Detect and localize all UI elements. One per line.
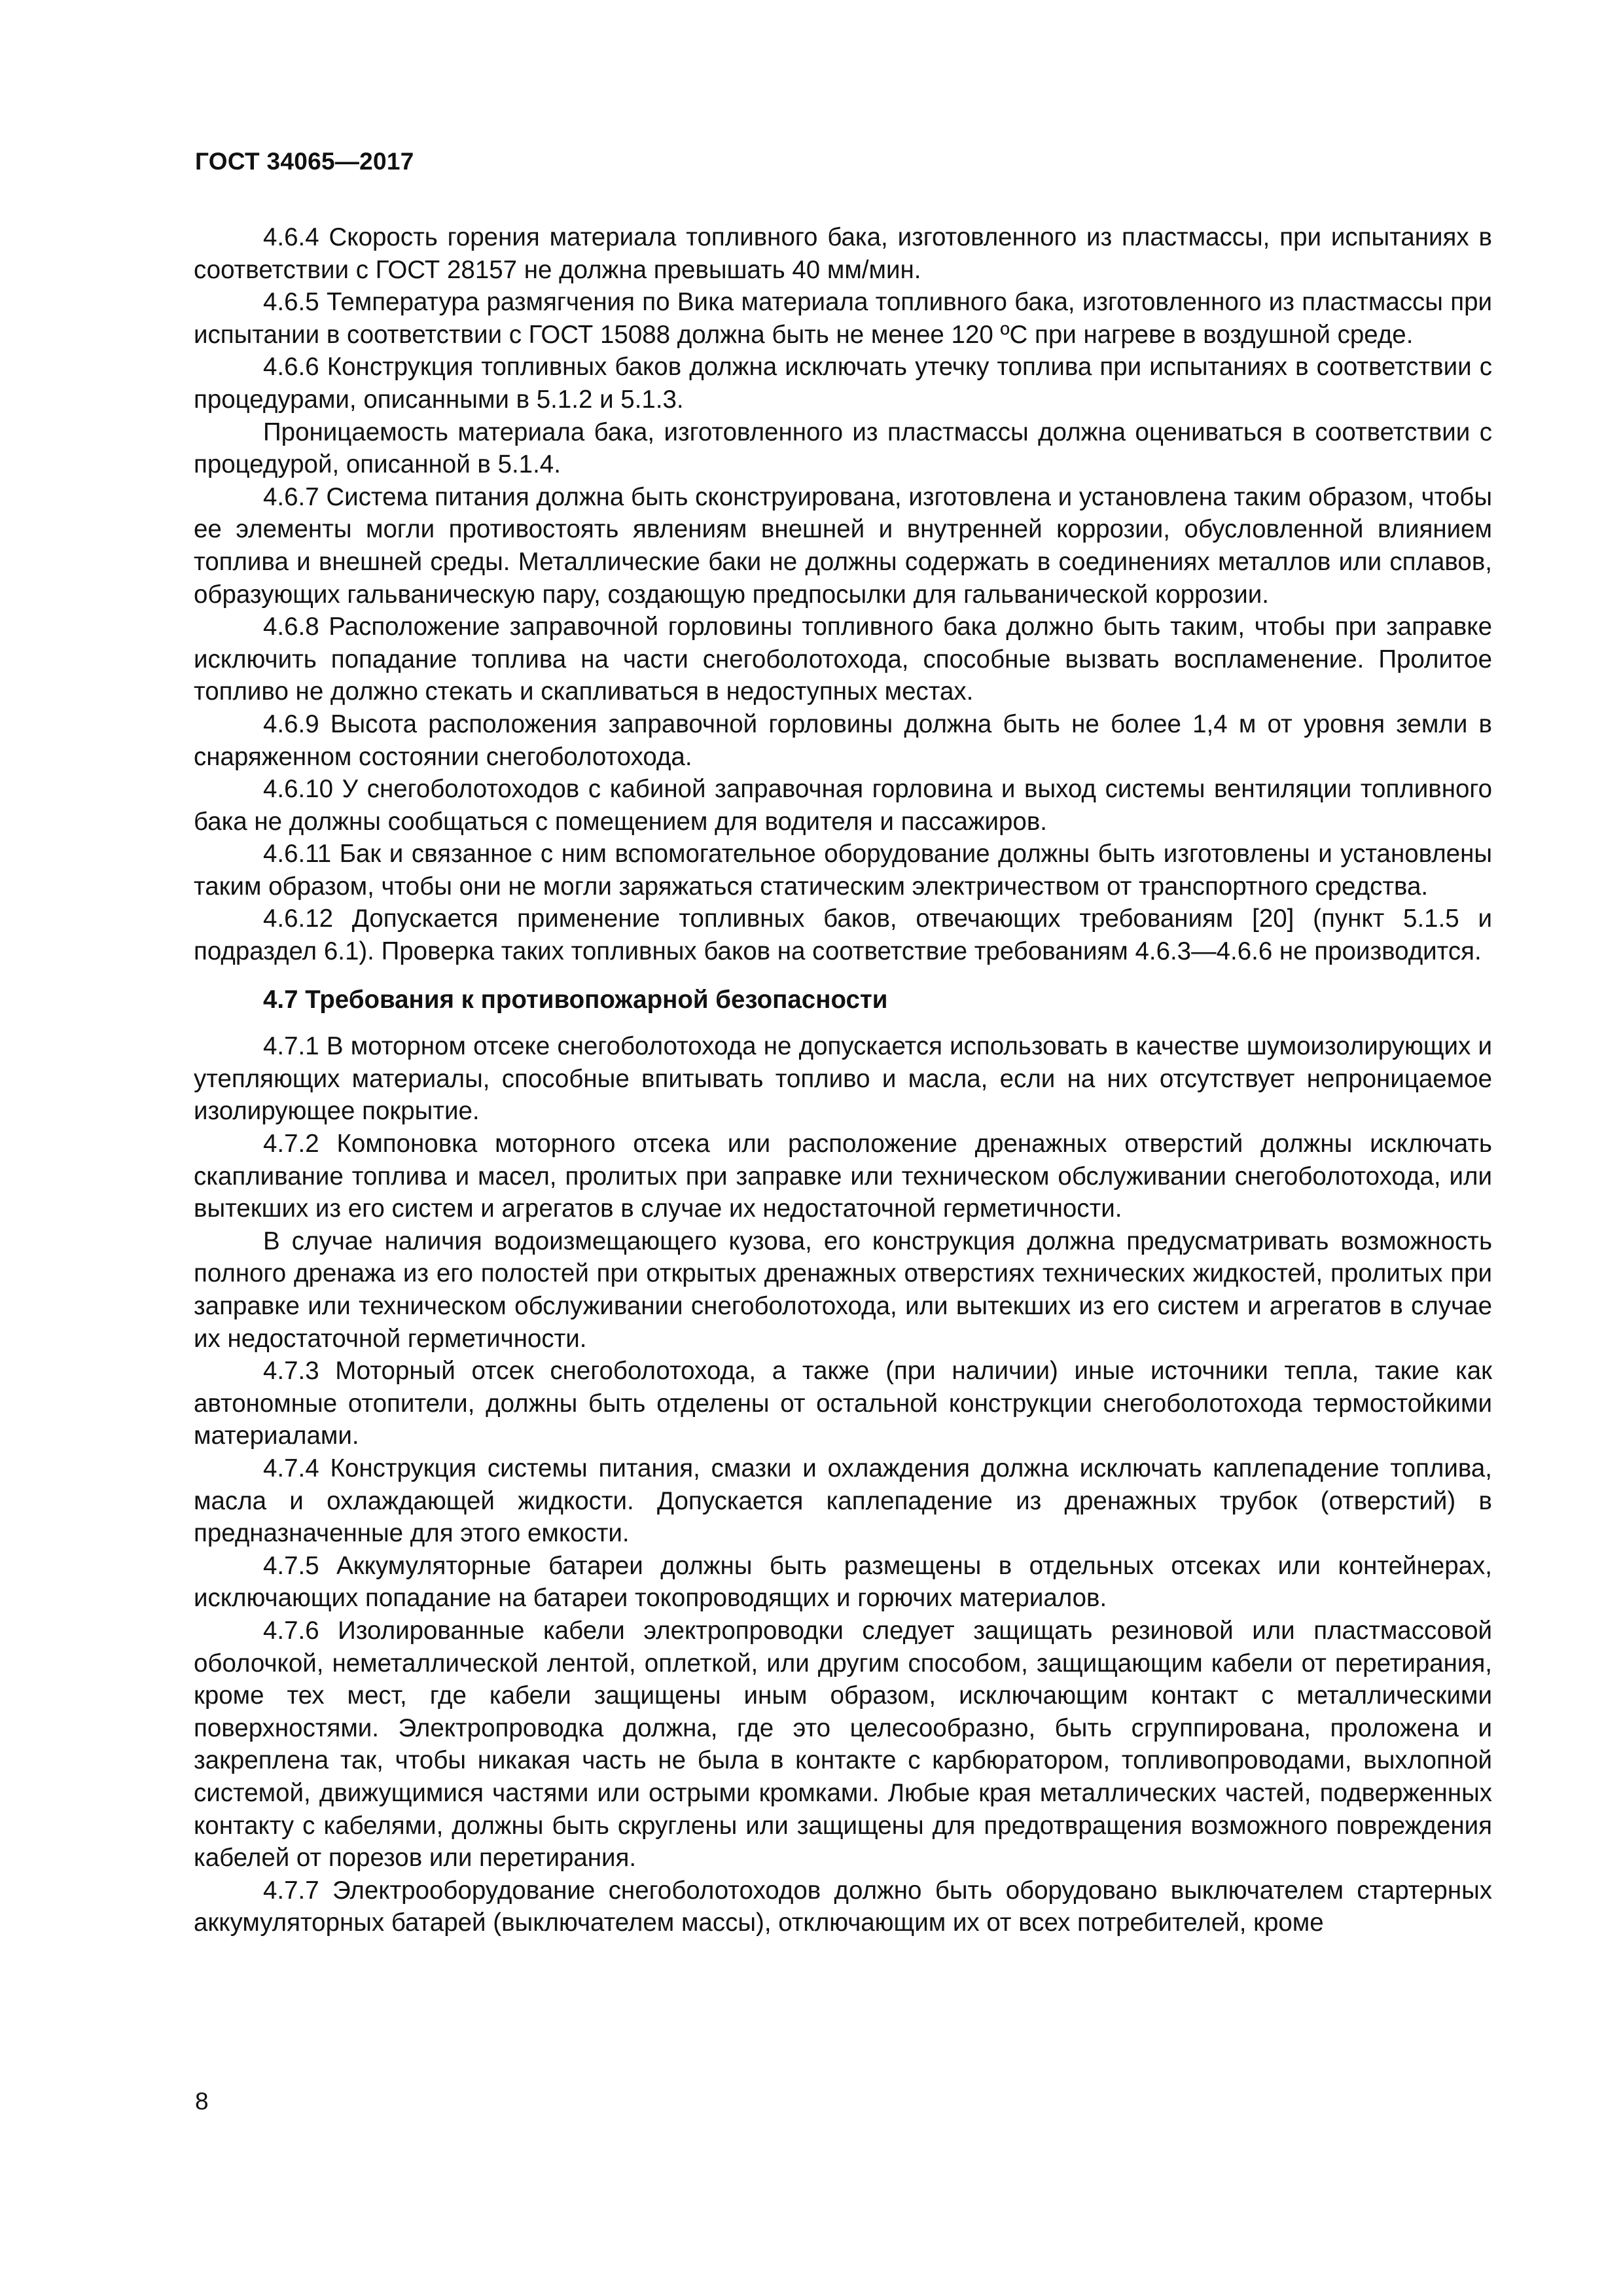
section-4-7-paragraphs [194, 1030, 1492, 1939]
section-heading-4-7: 4.7 Требования к противопожарной безопасности [263, 985, 888, 1014]
paragraph-4-7-7: 4.7.7 Электрооборудование снегоболотоходов должно быть оборудовано выключателем стартерных аккумуляторных батарей (выключателем массы), отключающим их от всех потребителей, кроме [194, 1876, 1492, 1937]
paragraph-4-7-4: 4.7.4 Конструкция системы питания, смазки и охлаждения должна исключать каплепадение топлива, масла и охлаждающей жидкости. Допускается каплепадение из дренажных трубок (отверстий) в предназначенные для этого емкости. [194, 1454, 1492, 1548]
paragraph-4-6-8: 4.6.8 Расположение заправочной горловины топливного бака должно быть таким, чтобы при заправке исключить попадание топлива на части снегоболотохода, способные вызвать воспламенение. Пролитое топливо не должно стекать и скапливаться в недоступных местах. [194, 613, 1492, 706]
paragraph-4-6-10: 4.6.10 У снегоболотоходов с кабиной заправочная горловина и выход системы вентиляции топливного бака не должны сообщаться с помещением для водителя и пассажиров. [194, 775, 1492, 836]
document-body [194, 221, 1492, 1939]
paragraph-4-7-5: 4.7.5 Аккумуляторные батареи должны быть размещены в отдельных отсеках или контейнерах, исключающих попадание на батареи токопроводящих и горючих материалов. [194, 1551, 1492, 1613]
paragraph-4-7-3: 4.7.3 Моторный отсек снегоболотохода, а также (при наличии) иные источники тепла, такие как автономные отопители, должны быть отделены от остальной конструкции снегоболотохода термостойкими материалами. [194, 1357, 1492, 1450]
paragraph-4-7-1: 4.7.1 В моторном отсеке снегоболотохода не допускается использовать в качестве шумоизолирующих и утепляющих материалы, способные впитывать топливо и масла, если на них отсутствует непроницаемое изолирующее покрытие. [194, 1032, 1492, 1126]
paragraph-4-6-6: 4.6.6 Конструкция топливных баков должна исключать утечку топлива при испытаниях в соответствии с процедурами, описанными в 5.1.2 и 5.1.3. [194, 353, 1492, 414]
paragraph-4-6-5: 4.6.5 Температура размягчения по Вика материала топливного бака, изготовленного из пластмассы при испытании в соответствии с ГОСТ 15088 должна быть не менее 120 ºС при нагреве в воздушной среде. [194, 288, 1492, 349]
section-4-6-paragraphs [194, 221, 1492, 968]
paragraph-4-7-2: 4.7.2 Компоновка моторного отсека или расположение дренажных отверстий должны исключать скапливание топлива и масел, пролитых при заправке или техническом обслуживании снегоболотохода, или вытекших из его систем и агрегатов в случае их недостаточной герметичности. [194, 1130, 1492, 1223]
paragraph-4-6-7: 4.6.7 Система питания должна быть сконструирована, изготовлена и установлена таким образом, чтобы ее элементы могли противостоять явлениям внешней и внутренней коррозии, обусловленной влиянием топлива и внешней среды. Металлические баки не должны содержать в соединениях металлов или сплавов, образующих гальваническую пару, создающую предпосылки для гальванической коррозии. [194, 482, 1492, 609]
paragraph-displacement-hull: В случае наличия водоизмещающего кузова, его конструкция должна предусматривать возможность полного дренажа из его полостей при открытых дренажных отверстиях технических жидкостей, пролитых при заправке или техническом обслуживании снегоболотохода, или вытекших из его систем и агрегатов в случае их недостаточной герметичности. [194, 1227, 1492, 1353]
paragraph-4-6-11: 4.6.11 Бак и связанное с ним вспомогательное оборудование должны быть изготовлены и установлены таким образом, чтобы они не могли заряжаться статическим электричеством от транспортного средства. [194, 840, 1492, 901]
paragraph-4-6-9: 4.6.9 Высота расположения заправочной горловины должна быть не более 1,4 м от уровня земли в снаряженном состоянии снегоболотохода. [194, 709, 1492, 771]
document-header-id: ГОСТ 34065—2017 [195, 148, 414, 175]
paragraph-4-6-4: 4.6.4 Скорость горения материала топливного бака, изготовленного из пластмассы, при испытаниях в соответствии с ГОСТ 28157 не должна превышать 40 мм/мин. [194, 223, 1492, 284]
paragraph-4-6-12: 4.6.12 Допускается применение топливных баков, отвечающих требованиям [20] (пункт 5.1.5 и подраздел 6.1). Проверка таких топливных баков на соответствие требованиям 4.6.3—4.6.6 не производится. [194, 905, 1492, 966]
page-number: 8 [195, 2088, 209, 2115]
paragraph-4-7-6: 4.7.6 Изолированные кабели электропроводки следует защищать резиновой или пластмассовой оболочкой, неметаллической лентой, оплеткой, или другим способом, защищающим кабели от перетирания, кроме тех мест, где кабели защищены иным образом, исключающим контакт с металлическими поверхностями. Электропроводка должна, где это целесообразно, быть сгруппирована, проложена и закреплена так, чтобы никакая часть не была в контакте с карбюратором, топливопроводами, выхлопной системой, движущимися частями или острыми кромками. Любые края металлических частей, подверженных контакту с кабелями, должны быть скруглены или защищены для предотвращения возможного повреждения кабелей от порезов или перетирания. [194, 1616, 1492, 1873]
paragraph-permeability: Проницаемость материала бака, изготовленного из пластмассы должна оцениваться в соответствии с процедурой, описанной в 5.1.4. [194, 418, 1492, 479]
